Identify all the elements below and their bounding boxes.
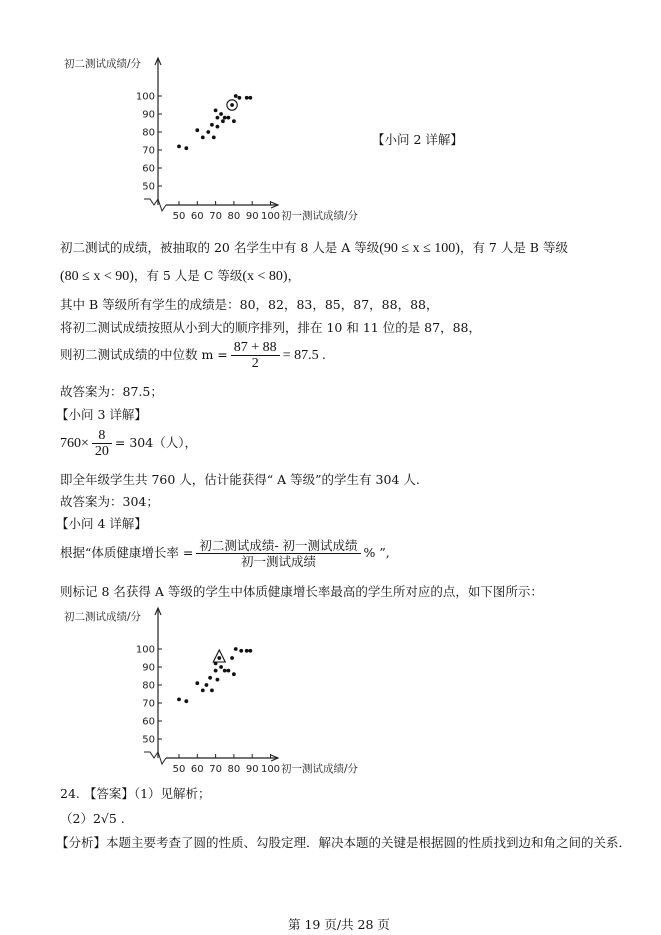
y-tick-label: 80 xyxy=(142,127,155,139)
y-tick-label: 60 xyxy=(142,163,155,175)
data-point xyxy=(219,665,223,669)
x-tick-label: 50 xyxy=(172,764,186,775)
axis-break-mark xyxy=(144,752,166,764)
paragraph-12: 根据“体质健康增长率 = $\frac{\text{初二测试成绩- 初一测试成绩}}{\text{初一测试成绩}}$ % ”, xyxy=(60,538,390,569)
data-point xyxy=(217,656,221,660)
data-point xyxy=(239,649,243,653)
paragraph-3: 其中 B 等级所有学生的成绩是：80，82，83，85，87，88，88， xyxy=(60,297,439,312)
ratio-fraction: $\frac{8}{20}$ xyxy=(92,428,112,459)
y-tick-label: 90 xyxy=(142,662,155,674)
paragraph-6: 故答案为：87.5； xyxy=(60,384,163,399)
y-tick-label: 80 xyxy=(142,680,155,692)
y-tick-label: 50 xyxy=(142,734,155,746)
x-tick-label: 100 xyxy=(260,764,281,775)
data-point xyxy=(214,669,218,673)
x-tick-label: 80 xyxy=(227,764,241,775)
data-point xyxy=(208,676,212,680)
x-tick-label: 90 xyxy=(245,211,259,222)
analysis-paragraph: 【分析】本题主要考查了圆的性质、勾股定理．解决本题的关键是根据圆的性质找到边和角之间的关系． xyxy=(56,835,632,850)
data-point xyxy=(205,683,209,687)
x-axis-title: 初一测试成绩/分 xyxy=(281,763,359,775)
y-tick-label: 90 xyxy=(142,109,155,121)
y-tick-label: 70 xyxy=(142,145,155,157)
data-point xyxy=(216,678,220,682)
data-point xyxy=(177,698,181,702)
data-point xyxy=(227,669,231,673)
data-point xyxy=(223,669,227,673)
data-point xyxy=(184,699,188,703)
x-tick-label: 100 xyxy=(260,211,281,222)
x-tick-label: 80 xyxy=(227,211,241,222)
paragraph-9: 即全年级学生共 760 人，估计能获得“ A 等级”的学生有 304 人. xyxy=(60,472,420,487)
paragraph-5: 则初二测试成绩的中位数 m = $\frac{87 + 88}{2}$ = 87.5 . xyxy=(60,340,326,371)
x-tick-label: 70 xyxy=(209,211,222,222)
answer-24: 24. 【答案】（1）见解析； xyxy=(60,786,211,801)
answer-24-part2: （2）2√5 . xyxy=(60,811,125,826)
x-tick-label: 70 xyxy=(209,764,222,775)
section-3-heading: 【小问 3 详解】 xyxy=(56,407,147,422)
data-point xyxy=(230,656,234,660)
growth-rate-fraction: $\frac{\text{初二测试成绩- 初一测试成绩}}{\text{初一测试成绩}}$ xyxy=(196,538,360,569)
page-footer: 第 19 页/共 28 页 xyxy=(288,917,390,932)
y-axis-title: 初二测试成绩/分 xyxy=(64,611,142,623)
section-4-heading: 【小问 4 详解】 xyxy=(56,516,147,531)
paragraph-2: (80 ≤ x < 90)，有 5 人是 C 等级(x < 80)， xyxy=(60,268,301,284)
data-point xyxy=(201,689,205,693)
paragraph-10: 故答案为：304； xyxy=(60,494,159,509)
y-tick-label: 100 xyxy=(135,91,155,103)
median-fraction: $\frac{87 + 88}{2}$ xyxy=(231,340,280,371)
data-point xyxy=(195,681,199,685)
chart1-note: 【小问 2 详解】 xyxy=(372,132,463,147)
paragraph-4: 将初二测试成绩按照从小到大的顺序排列，排在 10 和 11 位的是 87，88， xyxy=(60,320,481,335)
inequality-c: (x < 80) xyxy=(242,269,288,284)
data-point xyxy=(232,672,236,676)
highlight-triangle-marker xyxy=(213,650,225,662)
data-point xyxy=(248,649,252,653)
data-point xyxy=(210,689,214,693)
data-point xyxy=(245,649,249,653)
paragraph-8: 760× $\frac{8}{20}$ = 304（人）， xyxy=(60,428,197,459)
data-point xyxy=(234,647,238,651)
y-tick-label: 70 xyxy=(142,698,155,710)
x-tick-label: 90 xyxy=(245,764,259,775)
x-axis-title: 初一测试成绩/分 xyxy=(281,210,359,222)
x-tick-label: 60 xyxy=(190,211,204,222)
inequality-b: (80 ≤ x < 90) xyxy=(60,269,134,284)
y-tick-label: 100 xyxy=(135,644,155,656)
x-tick-label: 50 xyxy=(172,211,186,222)
paragraph-1: 初二测试的成绩，被抽取的 20 名学生中有 8 人是 A 等级(90 ≤ x ≤ 100)，有 7 人是 B 等级 xyxy=(60,240,568,256)
y-axis-title: 初二测试成绩/分 xyxy=(64,58,142,70)
y-tick-label: 60 xyxy=(142,716,155,728)
x-tick-label: 60 xyxy=(190,764,204,775)
inequality-a: (90 ≤ x ≤ 100) xyxy=(379,241,460,256)
paragraph-13: 则标记 8 名获得 A 等级的学生中体质健康增长率最高的学生所对应的点，如下图所示： xyxy=(60,584,543,599)
y-tick-label: 50 xyxy=(142,181,155,193)
